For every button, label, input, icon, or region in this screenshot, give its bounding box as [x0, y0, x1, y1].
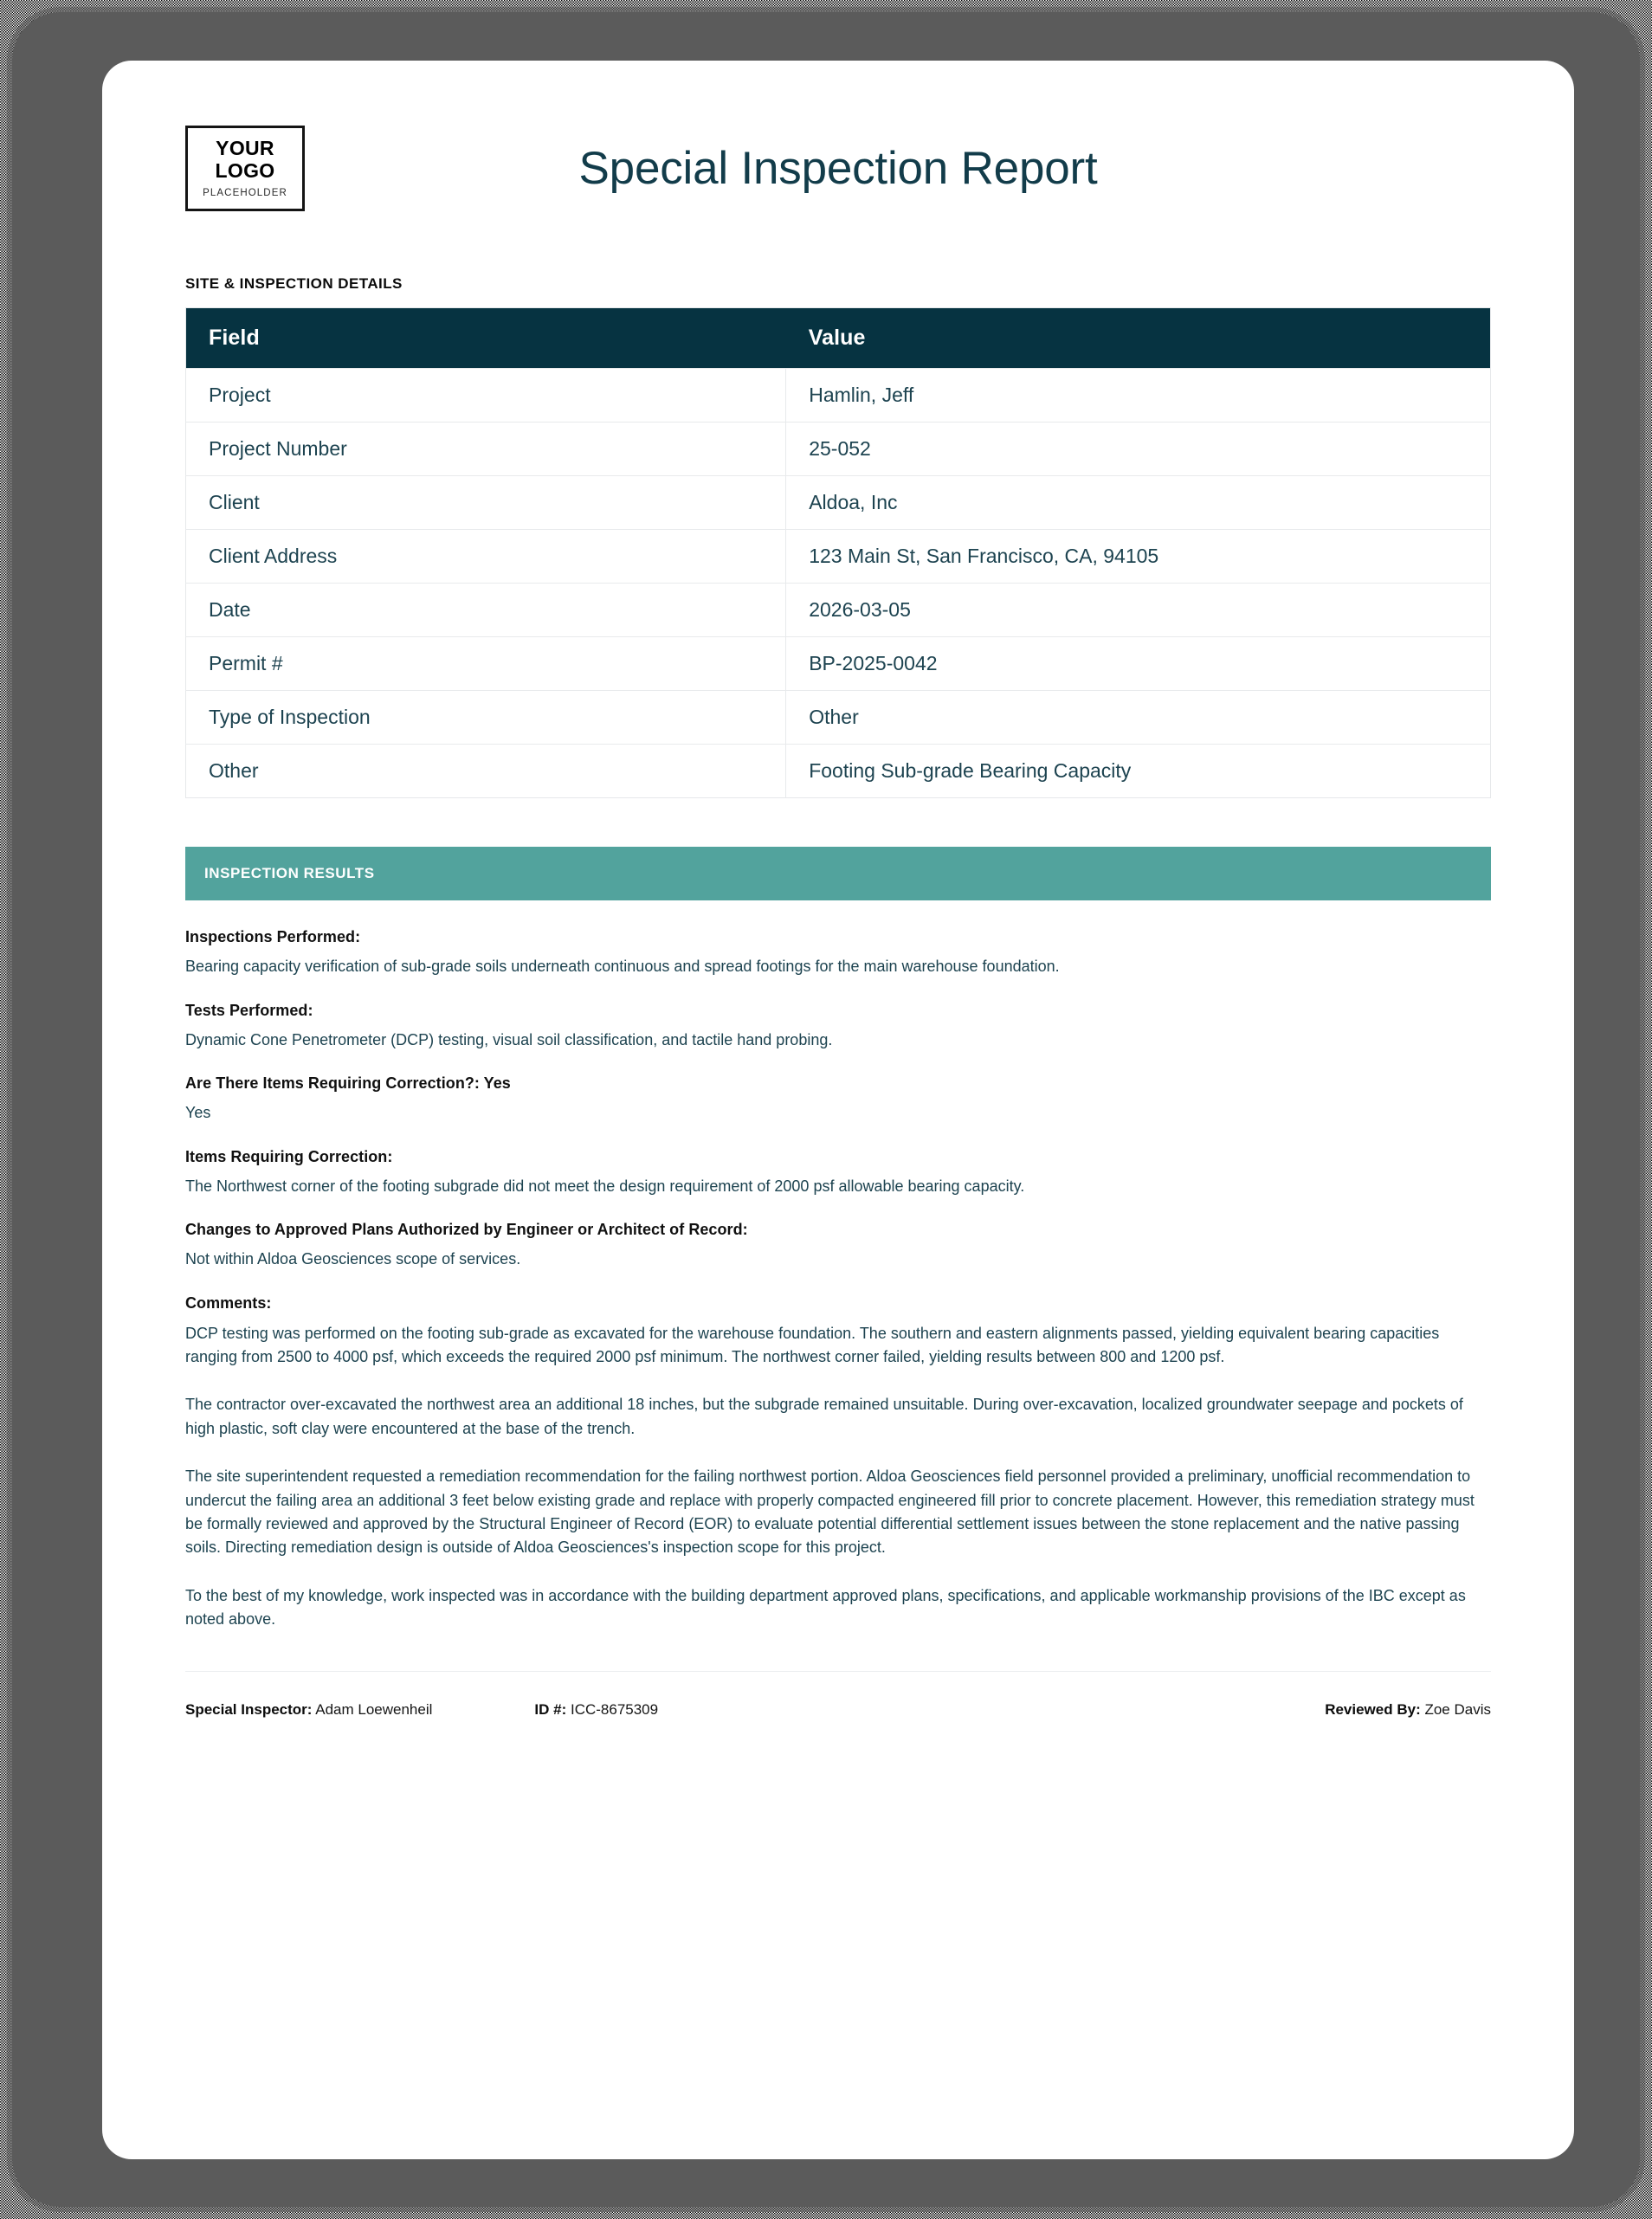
details-section-label: SITE & INSPECTION DETAILS [185, 275, 403, 292]
special-inspector-label: Special Inspector: [185, 1701, 313, 1719]
table-row [186, 691, 1491, 745]
footer-special-inspector [185, 1701, 432, 1719]
row-value: Hamlin, Jeff [786, 369, 1491, 423]
logo-line-1: YOUR [216, 137, 274, 160]
table-row [186, 637, 1491, 691]
table-row [186, 369, 1491, 423]
logo-subtext: PLACEHOLDER [203, 187, 287, 198]
reviewed-by-label: Reviewed By: [1325, 1701, 1421, 1719]
details-table-head [186, 308, 1491, 369]
inspection-results-band [185, 847, 1491, 900]
row-value: BP-2025-0042 [786, 637, 1491, 691]
row-value: Other [786, 691, 1491, 745]
row-value: 123 Main St, San Francisco, CA, 94105 [786, 530, 1491, 584]
row-value: Aldoa, Inc [786, 476, 1491, 530]
table-row [186, 423, 1491, 476]
report-content [102, 61, 1574, 1719]
answer-tests-performed: Dynamic Cone Penetrometer (DCP) testing, visual soil classification, and tactile hand probing. [185, 1030, 833, 1048]
label-tests-performed: Tests Performed: [185, 1001, 313, 1019]
site-inspection-details-table [185, 307, 1491, 798]
logo-line-2: LOGO [215, 159, 275, 182]
comments-paragraph: DCP testing was performed on the footing sub-grade as excavated for the warehouse foundation. The southern and eastern alignments passed, yielding equivalent bearing capacities ranging from 2500 to 4000 psf, which exceeds the required 2000 psf minimum. The northwest corner failed, yielding results between 800 and 1200 psf. [185, 1324, 1440, 1366]
answer-items-requiring-correction: The Northwest corner of the footing subgrade did not meet the design requirement of 2000 psf allowable bearing capacity. [185, 1177, 1025, 1195]
details-table-body [186, 369, 1491, 798]
report-page [102, 61, 1574, 2159]
answer-changes-to-approved-plans: Not within Aldoa Geosciences scope of services. [185, 1250, 521, 1268]
table-row [186, 745, 1491, 798]
row-value: 25-052 [786, 423, 1491, 476]
label-comments: Comments: [185, 1293, 272, 1312]
label-items-requiring-correction-question: Are There Items Requiring Correction?: Yes [185, 1074, 511, 1093]
table-row [186, 476, 1491, 530]
comments-body [185, 1322, 1491, 1632]
row-value: 2026-03-05 [786, 584, 1491, 637]
row-field: Type of Inspection [186, 691, 786, 745]
details-header-field: Field [186, 308, 786, 369]
label-items-requiring-correction: Items Requiring Correction: [185, 1147, 393, 1165]
row-field: Client [186, 476, 786, 530]
reviewed-by-value: Zoe Davis [1424, 1701, 1491, 1719]
label-inspections-performed: Inspections Performed: [185, 928, 361, 945]
report-footer [185, 1672, 1491, 1719]
answer-inspections-performed: Bearing capacity verification of sub-grade soils underneath continuous and spread footings for the main warehouse foundation. [185, 958, 1060, 975]
details-header-value: Value [786, 308, 1491, 369]
device-frame [12, 12, 1640, 2207]
logo-placeholder [185, 126, 305, 211]
special-inspector-value: Adam Loewenheil [315, 1701, 433, 1719]
footer-reviewed-by [1325, 1701, 1491, 1719]
comments-paragraph: The contractor over-excavated the northwest area an additional 18 inches, but the subgrade remained unsuitable. During over-excavation, localized groundwater seepage and pockets of high plastic, soft clay were encountered at the base of the trench. [185, 1396, 1463, 1437]
answer-items-requiring-correction-question: Yes [185, 1104, 211, 1122]
comments-paragraph: The site superintendent requested a remediation recommendation for the failing northwest portion. Aldoa Geosciences field personnel provided a preliminary, unofficial recommendation to undercut the failing area an additional 3 feet below existing grade and replace with properly compacted engineered fill prior to concrete placement. However, this remediation strategy must be formally reviewed and approved by the Structural Engineer of Record (EOR) to evaluate potential differential settlement issues between the stone replacement and the native passing soils. Directing remediation design is outside of Aldoa Geosciences's inspection scope for this project. [185, 1468, 1475, 1557]
row-field: Client Address [186, 530, 786, 584]
inspection-results-body [185, 900, 1491, 1631]
details-table-header-row [186, 308, 1491, 369]
table-row [186, 584, 1491, 637]
row-field: Permit # [186, 637, 786, 691]
id-number-value: ICC-8675309 [570, 1701, 659, 1719]
row-field: Date [186, 584, 786, 637]
comments-paragraph: To the best of my knowledge, work inspected was in accordance with the building department approved plans, specifications, and applicable workmanship provisions of the IBC except as noted above. [185, 1586, 1466, 1628]
table-row [186, 530, 1491, 584]
footer-id-number [534, 1701, 658, 1719]
row-field: Project [186, 369, 786, 423]
inspection-results-band-label: INSPECTION RESULTS [204, 865, 375, 881]
page-title: Special Inspection Report [578, 142, 1098, 194]
report-header [185, 114, 1491, 222]
row-field: Other [186, 745, 786, 798]
id-number-label: ID #: [534, 1701, 567, 1719]
row-field: Project Number [186, 423, 786, 476]
label-changes-to-approved-plans: Changes to Approved Plans Authorized by Engineer or Architect of Record: [185, 1221, 748, 1239]
row-value: Footing Sub-grade Bearing Capacity [786, 745, 1491, 798]
